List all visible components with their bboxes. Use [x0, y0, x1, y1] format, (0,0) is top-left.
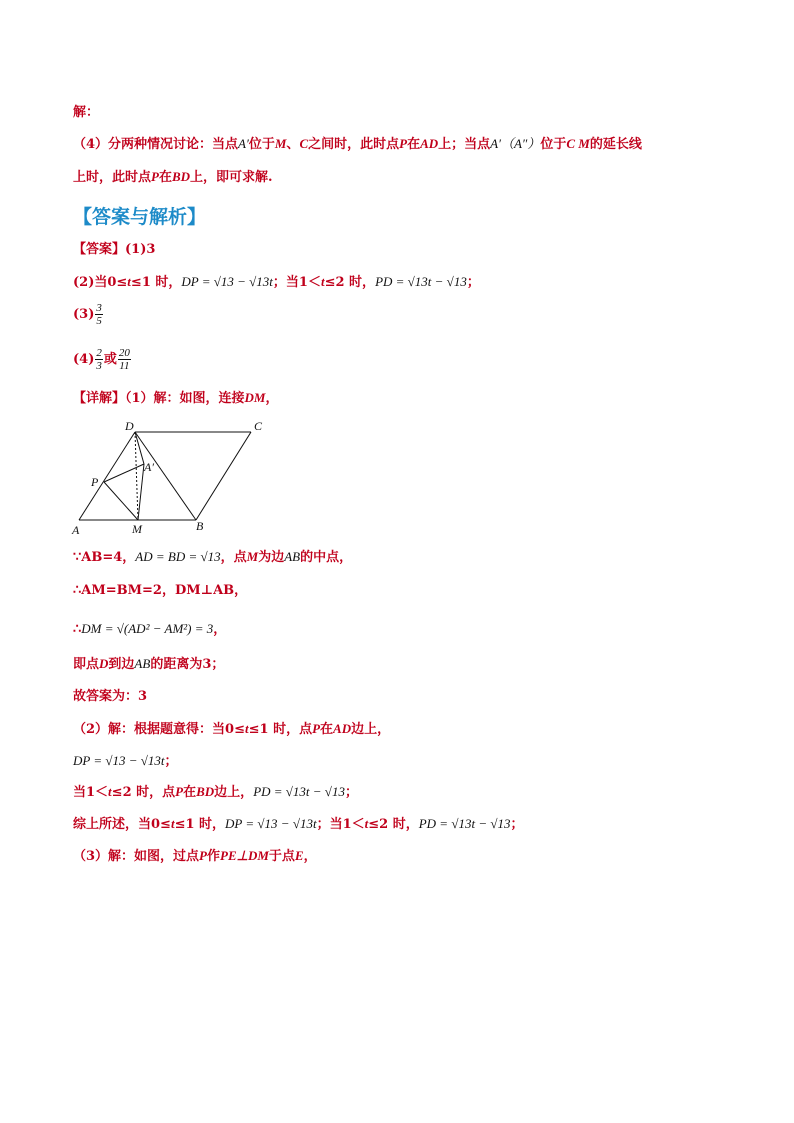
text: ∴AM=BM=2，DM⊥AB，: [73, 583, 248, 598]
text: 于点: [268, 849, 295, 864]
fraction: [95, 302, 103, 327]
math: E: [294, 848, 304, 863]
detail-1: [73, 389, 279, 408]
text: 即点: [73, 657, 100, 672]
math: M: [246, 549, 259, 564]
text: 上时，此时点: [73, 170, 152, 185]
text: 故答案为：3: [73, 689, 148, 704]
math: PE⊥DM: [220, 848, 269, 863]
text: 综上所述，当0≤: [73, 817, 171, 832]
text: （2）解：根据题意得：当0≤: [73, 722, 245, 737]
math: BD: [171, 169, 191, 184]
label-d: D: [125, 419, 134, 433]
equation: PD = √13t − √13: [418, 816, 511, 831]
fraction: [95, 347, 103, 372]
text: (2)当0≤: [73, 275, 128, 290]
math: t: [364, 816, 369, 831]
denominator: 5: [96, 315, 102, 327]
step-10: [73, 847, 317, 866]
solution-heading: [73, 104, 99, 122]
text: 位于: [540, 137, 567, 152]
equation: AD = BD = √13: [135, 549, 221, 564]
numerator: 3: [96, 302, 102, 314]
text: 【答案】(1)3: [73, 242, 156, 257]
fraction: [118, 347, 131, 372]
math: AB: [284, 549, 301, 564]
math: t: [127, 274, 131, 289]
text: 的延长线: [589, 137, 642, 152]
numerator: 20: [118, 347, 130, 359]
text: ≤2 时，点: [111, 785, 176, 800]
text: 在: [158, 170, 172, 185]
segment-bc: [196, 432, 251, 520]
hint-4-line-2: [73, 168, 273, 187]
math: AD: [420, 136, 439, 151]
math: P: [175, 784, 184, 799]
text: ∵AB=4，: [73, 550, 136, 565]
math: C M: [566, 136, 590, 151]
text: 之间时，此时点: [308, 137, 400, 152]
math: P: [312, 721, 321, 736]
math: P: [151, 169, 159, 184]
text: ，: [213, 622, 227, 637]
math: t: [170, 816, 175, 831]
step-3: [73, 620, 226, 639]
label-m: M: [132, 522, 142, 536]
text: ；: [466, 275, 480, 290]
answer-3: [73, 302, 104, 327]
text: 到边: [108, 657, 135, 672]
text: （4）分两种情况讨论：当点: [73, 137, 239, 152]
text: 作: [207, 849, 221, 864]
math: t: [108, 784, 112, 799]
step-7: [73, 752, 178, 771]
segment-db: [135, 432, 196, 520]
text: 边上，: [214, 785, 254, 800]
equation: DP = √13 − √13t: [225, 816, 317, 831]
text: ≤1 时，: [174, 817, 226, 832]
label-a: A: [72, 523, 80, 537]
text: 或: [103, 352, 117, 367]
label-a-prime: A′: [144, 460, 154, 474]
denominator: 11: [119, 360, 130, 372]
text: 在: [407, 137, 421, 152]
equation: DM = √(AD² − AM²) = 3: [81, 621, 214, 636]
math: BD: [196, 784, 215, 799]
hint-4-line-1: [73, 135, 642, 154]
math: t: [320, 274, 325, 289]
segment-dm: [135, 432, 138, 520]
math: P: [199, 848, 207, 863]
step-2: [73, 582, 247, 600]
step-1: [73, 548, 352, 567]
answer-2: [73, 273, 480, 292]
step-8: [73, 783, 358, 802]
text: ∴: [73, 622, 82, 637]
math: AB: [134, 656, 151, 671]
math: D: [99, 656, 109, 671]
text: 解：: [73, 105, 100, 120]
text: ≤1 时，: [130, 275, 182, 290]
text: 边上，: [351, 722, 391, 737]
text: 当1＜: [73, 785, 109, 800]
label-c: C: [254, 419, 263, 433]
math: C: [299, 136, 309, 151]
equation: PD = √13t − √13: [253, 784, 345, 799]
text: (4): [73, 352, 95, 367]
label-p: P: [91, 475, 99, 489]
math: P: [399, 136, 408, 151]
math: A′（A″）: [490, 136, 541, 151]
text: ；当1＜: [272, 275, 321, 290]
step-4: [73, 655, 224, 674]
text: ≤2 时，: [368, 817, 419, 832]
segment-da1: [135, 432, 144, 464]
math: AD: [333, 721, 352, 736]
text: 在: [320, 722, 334, 737]
text: 的中点，: [300, 550, 353, 565]
math: DM: [244, 390, 266, 405]
text: ，: [265, 391, 279, 406]
denominator: 3: [96, 360, 102, 372]
step-5: [73, 688, 147, 706]
text: 上；当点: [438, 137, 491, 152]
step-6: [73, 720, 390, 739]
text: ，点: [220, 550, 247, 565]
text: ，: [303, 849, 317, 864]
text: ≤1 时，点: [248, 722, 313, 737]
text: ；: [164, 754, 178, 769]
step-9: [73, 815, 524, 834]
text: ；: [510, 817, 524, 832]
answer-label: [73, 241, 155, 259]
math: M: [274, 136, 287, 151]
math: t: [244, 721, 249, 736]
equation: DP = √13 − √13t: [73, 753, 165, 768]
text: ；当1＜: [316, 817, 365, 832]
section-title: 【答案与解析】: [73, 206, 207, 228]
text: 位于: [248, 137, 275, 152]
geometry-figure: [66, 416, 276, 538]
text: 的距离为3；: [150, 657, 225, 672]
text: 上，即可求解.: [190, 170, 273, 185]
answer-4: [73, 347, 132, 372]
equation: DP = √13 − √13t: [181, 274, 273, 289]
segment-pa1: [104, 464, 144, 482]
text: 【详解】（1）解：如图，连接: [73, 391, 245, 406]
label-b: B: [196, 519, 204, 533]
text: 、: [286, 137, 300, 152]
math: A′: [238, 136, 249, 151]
text: 为边: [258, 550, 285, 565]
text: ；: [344, 785, 358, 800]
text: 在: [183, 785, 197, 800]
numerator: 2: [96, 347, 102, 359]
text: （3）解：如图，过点: [73, 849, 200, 864]
text: ≤2 时，: [324, 275, 376, 290]
text: (3): [73, 307, 95, 322]
equation: PD = √13t − √13: [375, 274, 467, 289]
segment-pm: [104, 482, 138, 520]
